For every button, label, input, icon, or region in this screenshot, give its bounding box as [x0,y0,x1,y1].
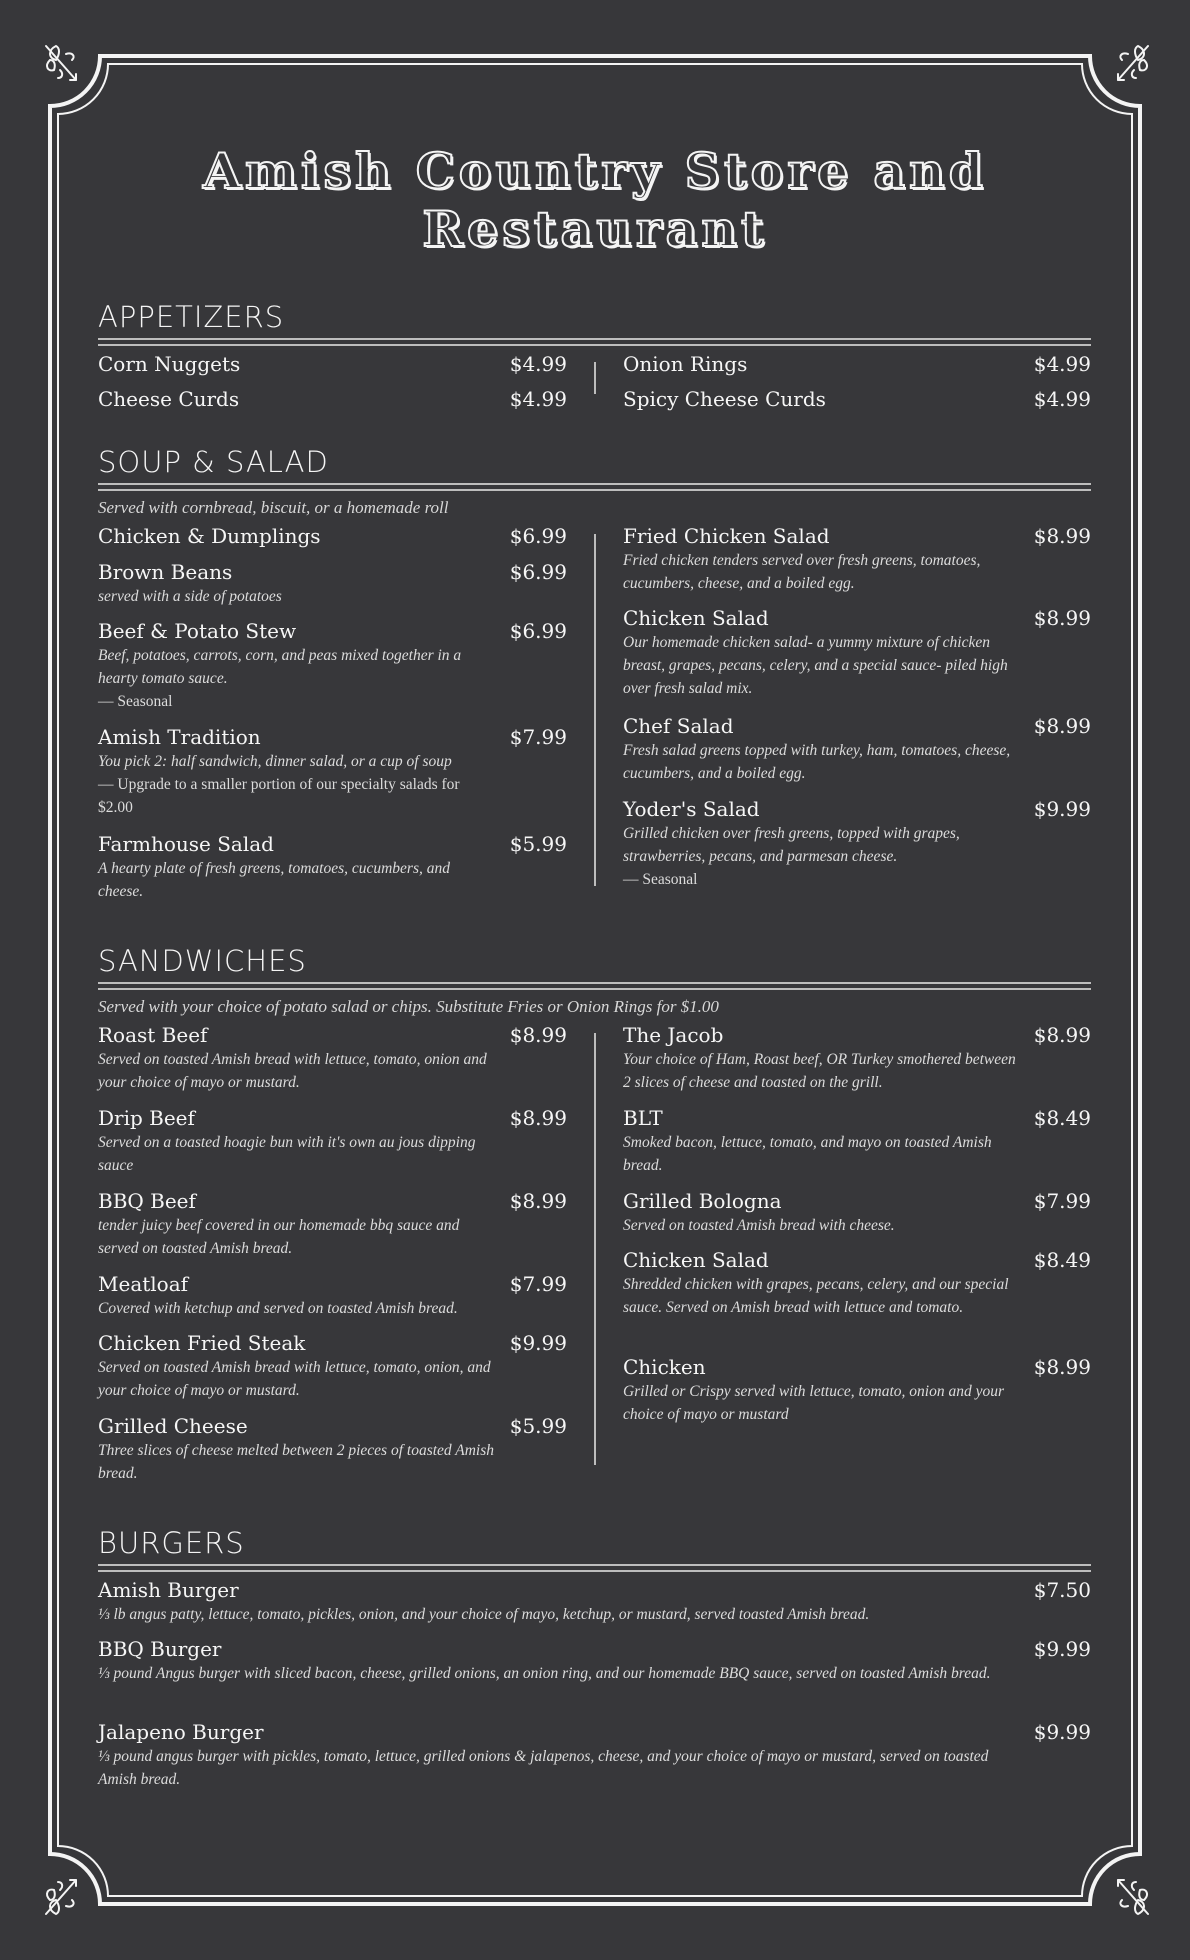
flourish-ornament-icon [40,40,84,88]
menu-item [98,387,567,411]
item-name: Fried Chicken Salad [623,524,830,548]
item-description: Our homemade chicken salad- a yummy mixture of chicken breast, grapes, pecans, celery, and a special sauce- piled high over fresh salad mix. [623,634,1008,697]
item-name: Brown Beans [98,560,233,584]
item-name: The Jacob [623,1023,724,1047]
item-note: — Seasonal [98,693,173,710]
menu-item [623,1248,1091,1319]
item-description: Served on toasted Amish bread with lettuce, tomato, onion and your choice of mayo or mustard. [98,1051,487,1091]
item-description: Grilled or Crispy served with lettuce, tomato, onion and your choice of mayo or mustard [623,1383,1005,1423]
item-price: $7.99 [1033,1189,1091,1213]
item-name: Chicken & Dumplings [98,524,321,548]
item-description: You pick 2: half sandwich, dinner salad, or a cup of soup [98,753,452,770]
item-price: $4.99 [1033,352,1091,376]
item-name: Grilled Cheese [98,1414,248,1438]
item-note: — Seasonal [623,871,698,888]
restaurant-title: Amish Country Store and Restaurant [202,142,988,258]
flourish-ornament-icon [1110,1872,1154,1920]
menu-item [98,1106,567,1177]
item-name: Cheese Curds [98,387,240,411]
item-description: Grilled chicken over fresh greens, topped with grapes, strawberries, pecans, and parmesan cheese. [623,825,960,865]
item-price: $8.99 [509,1189,567,1213]
item-price: $9.99 [509,1331,567,1355]
item-description: Served on toasted Amish bread with cheese. [623,1217,895,1234]
menu-item [623,524,1091,595]
menu-item [623,1355,1091,1426]
item-name: Yoder's Salad [623,797,760,821]
item-price: $7.99 [509,725,567,749]
menu-item [98,1331,567,1402]
sandwiches-heading: SANDWICHES [98,944,307,978]
section-rule [98,483,1091,491]
menu-item [623,387,1091,411]
item-note: — Upgrade to a smaller portion of our specialty salads for $2.00 [98,776,460,816]
item-price: $8.49 [1033,1248,1091,1272]
item-price: $8.99 [1033,1023,1091,1047]
menu-item [98,832,567,903]
menu-item [98,524,567,548]
item-name: Beef & Potato Stew [98,619,297,643]
item-name: Chef Salad [623,714,734,738]
column-divider [594,534,596,886]
item-name: Amish Tradition [98,725,261,749]
menu-item [98,619,567,713]
section-rule [98,982,1091,990]
appetizers-heading: APPETIZERS [98,300,285,334]
item-price: $8.99 [509,1023,567,1047]
burgers-heading: BURGERS [98,1526,245,1560]
item-description: Covered with ketchup and served on toasted Amish bread. [98,1300,458,1317]
section-rule [98,338,1091,346]
menu-item [98,1023,567,1094]
item-name: Chicken Salad [623,606,769,630]
item-description: Fresh salad greens topped with turkey, ham, tomatoes, cheese, cucumbers, and a boiled egg. [623,742,1011,782]
item-price: $4.99 [509,352,567,376]
item-name: BBQ Burger [98,1637,222,1661]
flourish-ornament-icon [40,1872,84,1920]
item-name: Onion Rings [623,352,748,376]
item-price: $7.99 [509,1272,567,1296]
item-name: Drip Beef [98,1106,195,1130]
item-price: $5.99 [509,1414,567,1438]
item-price: $7.50 [1033,1578,1091,1602]
soup-salad-section [98,445,1091,924]
menu-item [98,1578,1091,1626]
soup-salad-heading: SOUP & SALAD [98,445,329,479]
item-description: ⅓ pound Angus burger with sliced bacon, cheese, grilled onions, an onion ring, and our homemade BBQ sauce, served on toasted Amish bread. [98,1665,991,1682]
menu-item [98,560,567,608]
menu-item [623,1023,1091,1094]
item-description: Served on a toasted hoagie bun with it's own au jous dipping sauce [98,1134,476,1174]
appetizers-section [98,300,1091,422]
item-name: Chicken Salad [623,1248,769,1272]
item-name: Roast Beef [98,1023,208,1047]
item-price: $8.99 [1033,1355,1091,1379]
item-price: $8.99 [1033,606,1091,630]
item-description: Served on toasted Amish bread with lettuce, tomato, onion, and your choice of mayo or mustard. [98,1359,491,1399]
item-description: tender juicy beef covered in our homemade bbq sauce and served on toasted Amish bread. [98,1217,460,1257]
item-name: Grilled Bologna [623,1189,782,1213]
menu-item [623,1189,1091,1237]
item-name: Corn Nuggets [98,352,241,376]
column-divider [594,362,596,394]
item-price: $6.99 [509,560,567,584]
item-price: $4.99 [1033,387,1091,411]
menu-item [98,352,567,376]
sandwiches-section [98,944,1091,1503]
item-description: A hearty plate of fresh greens, tomatoes, cucumbers, and cheese. [98,860,450,900]
menu-item [98,1637,1091,1685]
item-description: Fried chicken tenders served over fresh greens, tomatoes, cucumbers, cheese, and a boiled egg. [623,552,981,592]
flourish-ornament-icon [1110,40,1154,88]
item-description: Shredded chicken with grapes, pecans, celery, and our special sauce. Served on Amish bread with lettuce and tomato. [623,1276,1009,1316]
column-divider [594,1033,596,1465]
item-name: BBQ Beef [98,1189,196,1213]
menu-item [98,1272,567,1320]
menu-item [98,725,567,819]
item-description: Beef, potatoes, carrots, corn, and peas mixed together in a hearty tomato sauce. [98,647,462,687]
item-price: $6.99 [509,524,567,548]
item-price: $6.99 [509,619,567,643]
menu-item [623,714,1091,785]
item-description: Your choice of Ham, Roast beef, OR Turkey smothered between 2 slices of cheese and toasted on the grill. [623,1051,1016,1091]
item-description: ⅓ pound angus burger with pickles, tomato, lettuce, grilled onions & jalapenos, cheese, and your choice of mayo or mustard, served on toasted Amish bread. [98,1748,989,1788]
item-name: Amish Burger [98,1578,239,1602]
menu-item [98,1720,1091,1791]
menu-item [623,352,1091,376]
item-name: Chicken Fried Steak [98,1331,306,1355]
item-description: ⅓ lb angus patty, lettuce, tomato, pickles, onion, and your choice of mayo, ketchup, or mustard, served toasted Amish bread. [98,1606,870,1623]
menu-item [623,797,1091,891]
burgers-section [98,1526,1091,1808]
menu-item [623,1106,1091,1177]
item-description: Three slices of cheese melted between 2 pieces of toasted Amish bread. [98,1442,495,1482]
item-price: $8.49 [1033,1106,1091,1130]
item-name: Jalapeno Burger [98,1720,264,1744]
section-subtitle: Served with your choice of potato salad or chips. Substitute Fries or Onion Rings for $1.00 [98,997,719,1016]
item-price: $8.99 [509,1106,567,1130]
menu-item [623,606,1091,700]
item-description: served with a side of potatoes [98,588,282,605]
section-rule [98,1564,1091,1572]
item-name: BLT [623,1106,663,1130]
item-price: $8.99 [1033,714,1091,738]
item-name: Spicy Cheese Curds [623,387,826,411]
menu-item [98,1414,567,1485]
item-price: $9.99 [1033,1720,1091,1744]
item-name: Farmhouse Salad [98,832,274,856]
menu-item [98,1189,567,1260]
item-price: $9.99 [1033,797,1091,821]
item-price: $4.99 [509,387,567,411]
item-name: Chicken [623,1355,706,1379]
item-name: Meatloaf [98,1272,189,1296]
item-price: $5.99 [509,832,567,856]
section-subtitle: Served with cornbread, biscuit, or a homemade roll [98,498,449,517]
item-price: $8.99 [1033,524,1091,548]
item-price: $9.99 [1033,1637,1091,1661]
item-description: Smoked bacon, lettuce, tomato, and mayo on toasted Amish bread. [623,1134,992,1174]
